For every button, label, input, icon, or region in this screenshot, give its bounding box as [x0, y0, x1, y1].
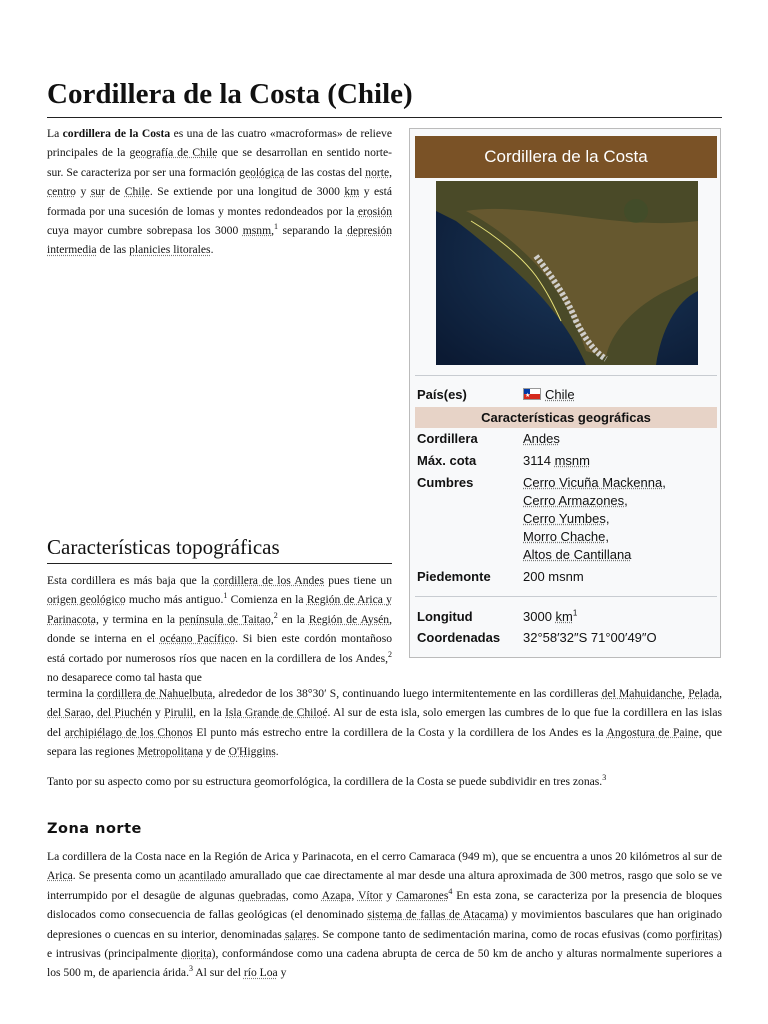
coordenadas-label: Coordenadas: [417, 630, 501, 645]
link-porfiritas[interactable]: porfiritas: [675, 927, 719, 941]
link-diorita[interactable]: diorita: [181, 947, 212, 961]
link-camarones[interactable]: Camarones: [396, 888, 449, 902]
link-norte[interactable]: norte: [365, 165, 390, 179]
link-centro[interactable]: centro: [47, 185, 76, 199]
link-geologica[interactable]: geológica: [239, 165, 285, 179]
link-vitor[interactable]: Vítor: [357, 888, 383, 902]
piedemonte-value: 200 msnm: [523, 569, 584, 584]
link-depresion[interactable]: depresión intermedia: [47, 224, 393, 257]
reference-1[interactable]: 1: [223, 591, 228, 601]
cota-label: Máx. cota: [417, 453, 477, 468]
link-planicies[interactable]: planicies litorales: [129, 243, 211, 257]
link-cumbre[interactable]: Morro Chache: [523, 529, 606, 544]
title-divider: [47, 117, 722, 118]
piedemonte-label: Piedemonte: [417, 569, 491, 584]
topo-paragraph: Esta cordillera es más baja que la cordillera de los Andes pues tiene un origen geológico mucho más antiguo.$^1$ Comienza en la Región de Arica y Parinacota, y termina en la península de Taitao,$^2$ en la Región de Aysén, donde se interna en el océano Pacífico. Si bien este cordón montañoso está cortado por numerosos ríos que nacen en la cordillera de los Andes,$^2$ no desaparece como tal hasta que: [47, 574, 393, 685]
link-acantilado[interactable]: acantilado: [178, 869, 227, 883]
link-sistema-fallas[interactable]: sistema de fallas de Atacama: [367, 908, 505, 922]
link-geografia[interactable]: geografía de Chile: [129, 146, 218, 160]
link-km[interactable]: km: [344, 185, 360, 199]
link-andes[interactable]: Andes: [523, 431, 560, 446]
link-cumbre[interactable]: Cerro Yumbes: [523, 511, 606, 526]
page-title: Cordillera de la Costa (Chile): [47, 78, 413, 110]
link-rio-loa[interactable]: río Loa: [243, 966, 278, 980]
link-arica[interactable]: Arica: [47, 869, 73, 883]
intro-paragraph: La cordillera de la Costa es una de las cuatro «macroformas» de relieve principales de la geografía de Chile que se desarrollan en sentido norte-sur. Se caracteriza por ser una formación geológica de las costas del norte, centro y sur de Chile. Se extiende por una longitud de 3000 km y está formada por una sucesión de lomas y montes redondeados por la erosión cuya mayor cumbre sobrepasa los 3000 msnm,$^1$ separando la depresión intermedia de las planicies litorales.: [47, 127, 393, 257]
cordillera-label: Cordillera: [417, 431, 478, 446]
link-piuchen[interactable]: del Piuchén: [96, 706, 152, 720]
link-region-arica[interactable]: Región de Arica y Parinacota: [47, 593, 392, 626]
link-chiloe[interactable]: Isla Grande de Chiloé: [225, 706, 328, 720]
link-angostura-paine[interactable]: Angostura de Paine: [606, 725, 699, 739]
reference-2[interactable]: 2: [273, 610, 278, 620]
link-oceano-pacifico[interactable]: océano Pacífico: [159, 632, 236, 646]
link-azapa[interactable]: Azapa: [321, 888, 352, 902]
reference-1[interactable]: 1: [572, 608, 578, 618]
link-pais-chile[interactable]: Chile: [545, 387, 575, 402]
chile-flag-icon: ★: [523, 388, 541, 400]
link-origen-geologico[interactable]: origen geológico: [47, 593, 126, 607]
link-chonos[interactable]: archipiélago de los Chonos: [64, 725, 193, 739]
infobox-header: Cordillera de la Costa: [415, 136, 717, 178]
infobox: Cordillera de la Costa País(es) ★ Chile Características geográficas Cordillera Andes Máx. cota 3114 msnm Cumbres Cerro Vicuña Mackenna, Cerro Armazones, Cerro Yumbes, Morro Chache, Altos de Cantillana Piedemonte 200 msnm Longitud 3000 $km^1$ Coordenadas 32°58′32″S 71°00′49″O: [409, 128, 721, 658]
link-cordillera-andes[interactable]: cordillera de los Andes: [213, 574, 325, 587]
link-quebradas[interactable]: quebradas: [238, 888, 286, 902]
link-region-aysen[interactable]: Región de Aysén: [308, 612, 390, 626]
link-pirulil[interactable]: Pirulil: [164, 706, 194, 720]
link-msnm[interactable]: msnm: [242, 224, 272, 238]
link-salares[interactable]: salares: [284, 927, 317, 941]
link-cumbre[interactable]: Cerro Vicuña Mackenna: [523, 475, 663, 490]
link-sarao[interactable]: del Sarao: [47, 706, 91, 720]
infobox-subheader: Características geográficas: [415, 407, 717, 428]
link-sur[interactable]: sur: [90, 185, 105, 199]
link-km-longitud[interactable]: km: [555, 609, 573, 624]
bold-term: cordillera de la Costa: [62, 127, 171, 140]
link-chile[interactable]: Chile: [124, 185, 150, 199]
link-mahuidanche[interactable]: del Mahuidanche: [601, 687, 683, 700]
pais-label: País(es): [417, 387, 467, 402]
coordenadas-value[interactable]: 32°58′32″S 71°00′49″O: [523, 630, 657, 645]
section-heading-topografia: Características topográficas: [47, 535, 280, 559]
section-divider: [47, 563, 392, 564]
infobox-divider: [415, 596, 717, 597]
longitud-label: Longitud: [417, 609, 473, 624]
cumbres-label: Cumbres: [417, 475, 474, 490]
link-pelada[interactable]: Pelada: [688, 687, 720, 700]
zona-norte-paragraph: La cordillera de la Costa nace en la Región de Arica y Parinacota, en el cerro Camaraca (949 m), que se encuentra a unos 20 kilómetros al sur de Arica. Se presenta como un acantilado amurallado que cae directamente al mar desde una altura aproximada de 300 metros, rasgo que solo se ve interrumpido por el desagüe de algunas quebradas, como Azapa, Vítor y Camarones$^4$ En esta zona, se caracteriza por la presencia de bloques dislocados como consecuencia de fallas geológicas (el denominado sistema de fallas de Atacama) y movimientos basculares que han originado depresiones o cuencas en su interior, denominadas salares. Se compone tanto de sedimentación marina, como de rocas efusivas (como porfiritas) e intrusivas (principalmente diorita), conformándose como una cadena abrupta de cerca de 50 km de ancho y alturas normalmente superiores a los 500 m, de apariencia árida.$^3$ Al sur del río Loa y: [47, 850, 723, 980]
link-cumbre[interactable]: Altos de Cantillana: [523, 547, 632, 562]
link-metropolitana[interactable]: Metropolitana: [137, 745, 204, 759]
topo-paragraph-continued: termina la cordillera de Nahuelbuta, alrededor de los 38°30′ S, continuando luego intermitentemente en las cordilleras del Mahuidanche, Pelada, del Sarao, del Piuchén y Pirulil, en la Isla Grande de Chiloé. Al sur de esta isla, solo emergen las cumbres de lo que fue la cordillera en las islas del archipiélago de los Chonos El punto más estrecho entre la cordillera de la Costa y la cordillera de los Andes es la Angostura de Paine, que separa las regiones Metropolitana y de O'Higgins.: [47, 687, 723, 759]
reference-2[interactable]: 2: [388, 649, 392, 659]
reference-4[interactable]: 4: [448, 886, 453, 896]
link-ohiggins[interactable]: O'Higgins: [228, 745, 276, 759]
link-cumbre[interactable]: Cerro Armazones: [523, 493, 625, 508]
link-nahuelbuta[interactable]: cordillera de Nahuelbuta: [97, 687, 213, 700]
link-erosion[interactable]: erosión: [357, 204, 392, 218]
reference-3[interactable]: 3: [188, 964, 193, 974]
reference-1[interactable]: 1: [274, 222, 279, 232]
reference-3[interactable]: 3: [602, 773, 607, 783]
link-peninsula-taitao[interactable]: península de Taitao: [179, 612, 271, 626]
satellite-map-image[interactable]: [436, 181, 698, 365]
zones-paragraph: Tanto por su aspecto como por su estructura geomorfológica, la cordillera de la Costa se puede subdividir en tres zonas.$^3$: [47, 773, 607, 788]
link-msnm-cota[interactable]: msnm: [554, 453, 590, 468]
infobox-divider: [415, 375, 717, 376]
section-heading-zona-norte: Zona norte: [47, 821, 142, 837]
